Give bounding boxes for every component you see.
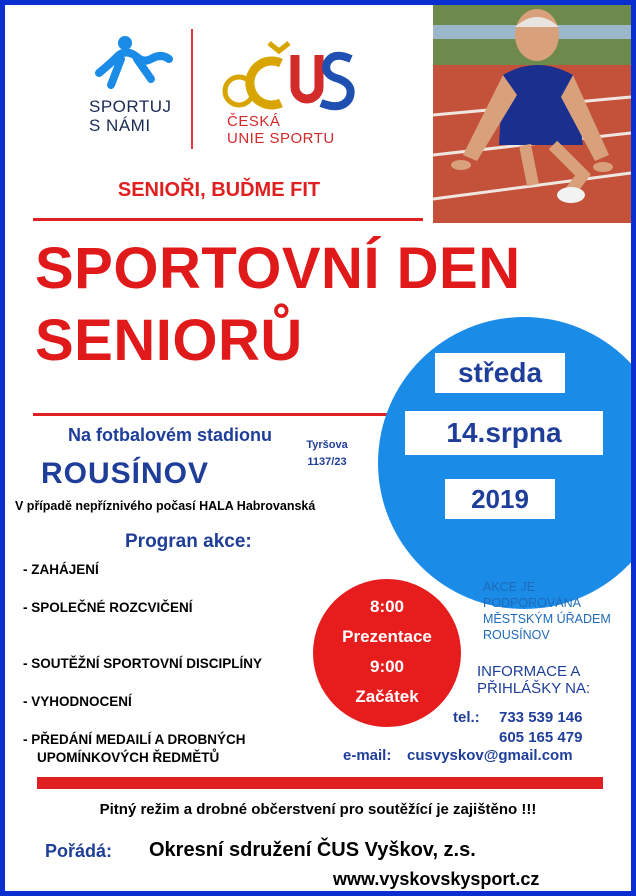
year-box: 2019 bbox=[445, 479, 555, 519]
organizer-name: Okresní sdružení ČUS Vyškov, z.s. bbox=[149, 839, 476, 861]
program-item: - SOUTĚŽNÍ SPORTOVNÍ DISCIPLÍNY bbox=[23, 656, 263, 671]
cus-logo-text bbox=[227, 113, 335, 147]
support-note bbox=[483, 579, 631, 643]
top-divider bbox=[33, 218, 423, 221]
venue-number: 1137/23 bbox=[307, 456, 347, 468]
poster bbox=[5, 5, 631, 891]
bottom-divider bbox=[37, 777, 603, 789]
info-line1: INFORMACE A bbox=[477, 663, 581, 680]
label-start: Začátek bbox=[355, 687, 419, 706]
cus-logo-icon bbox=[209, 29, 359, 121]
label-registration: Prezentace bbox=[342, 627, 432, 646]
program-item: - VYHODNOCENÍ bbox=[23, 694, 132, 709]
support-line: MĚSTSKÝM ÚŘADEM bbox=[483, 612, 611, 626]
sportuj-logo-text bbox=[89, 97, 172, 135]
bad-weather-note: V případě nepříznivého počasí HALA Habrovanská bbox=[15, 499, 316, 513]
runner-logo-icon bbox=[93, 33, 173, 93]
title-line1: SPORTOVNÍ DEN bbox=[35, 236, 521, 301]
venue-street: Tyršova bbox=[306, 439, 348, 451]
athlete-photo bbox=[433, 5, 631, 223]
support-line: AKCE JE bbox=[483, 580, 536, 594]
program-item: - ZAHÁJENÍ bbox=[23, 562, 99, 577]
date-box: 14.srpna bbox=[405, 411, 603, 455]
sportuj-line2: S NÁMI bbox=[89, 116, 151, 135]
support-line: PODPOROVÁNA bbox=[483, 596, 581, 610]
day-box: středa bbox=[435, 353, 565, 393]
venue-address bbox=[297, 437, 357, 471]
slogan: SENIOŘI, BUĎME FIT bbox=[117, 179, 321, 201]
email-label: e-mail: bbox=[343, 747, 392, 764]
program-item: - PŘEDÁNÍ MEDAILÍ A DROBNÝCH bbox=[23, 732, 246, 747]
email-link[interactable]: cusvyskov@gmail.com bbox=[407, 747, 573, 764]
website-link[interactable]: www.vyskovskysport.cz bbox=[333, 869, 540, 889]
info-line2: PŘIHLÁŠKY NA: bbox=[477, 680, 591, 697]
phone-2[interactable]: 605 165 479 bbox=[499, 729, 583, 746]
venue-intro: Na fotbalovém stadionu bbox=[67, 425, 273, 445]
contact-heading bbox=[477, 663, 590, 697]
support-line: ROUSÍNOV bbox=[483, 628, 550, 642]
cus-line1: ČESKÁ bbox=[227, 113, 281, 130]
time-registration: 8:00 bbox=[369, 597, 405, 616]
cus-line2: UNIE SPORTU bbox=[227, 130, 335, 147]
middle-divider bbox=[33, 413, 389, 416]
logo-divider bbox=[191, 29, 193, 149]
organizer-label: Pořádá: bbox=[45, 841, 113, 861]
title-line2: SENIORŮ bbox=[35, 308, 303, 373]
time-start: 9:00 bbox=[369, 657, 405, 676]
phone-1[interactable]: 733 539 146 bbox=[499, 709, 583, 726]
sportuj-line1: SPORTUJ bbox=[89, 97, 172, 116]
program-title: Progran akce: bbox=[125, 531, 252, 552]
refreshments-note: Pitný režim a drobné občerstvení pro soutěžící je zajištěno !!! bbox=[99, 801, 537, 818]
program-item: - SPOLEČNÉ ROZCVIČENÍ bbox=[23, 600, 193, 615]
phone-label: tel.: bbox=[453, 709, 480, 726]
venue-town: ROUSÍNOV bbox=[41, 457, 210, 490]
program-item-continued: UPOMÍNKOVÝCH ŘEDMĚTŮ bbox=[37, 750, 220, 765]
